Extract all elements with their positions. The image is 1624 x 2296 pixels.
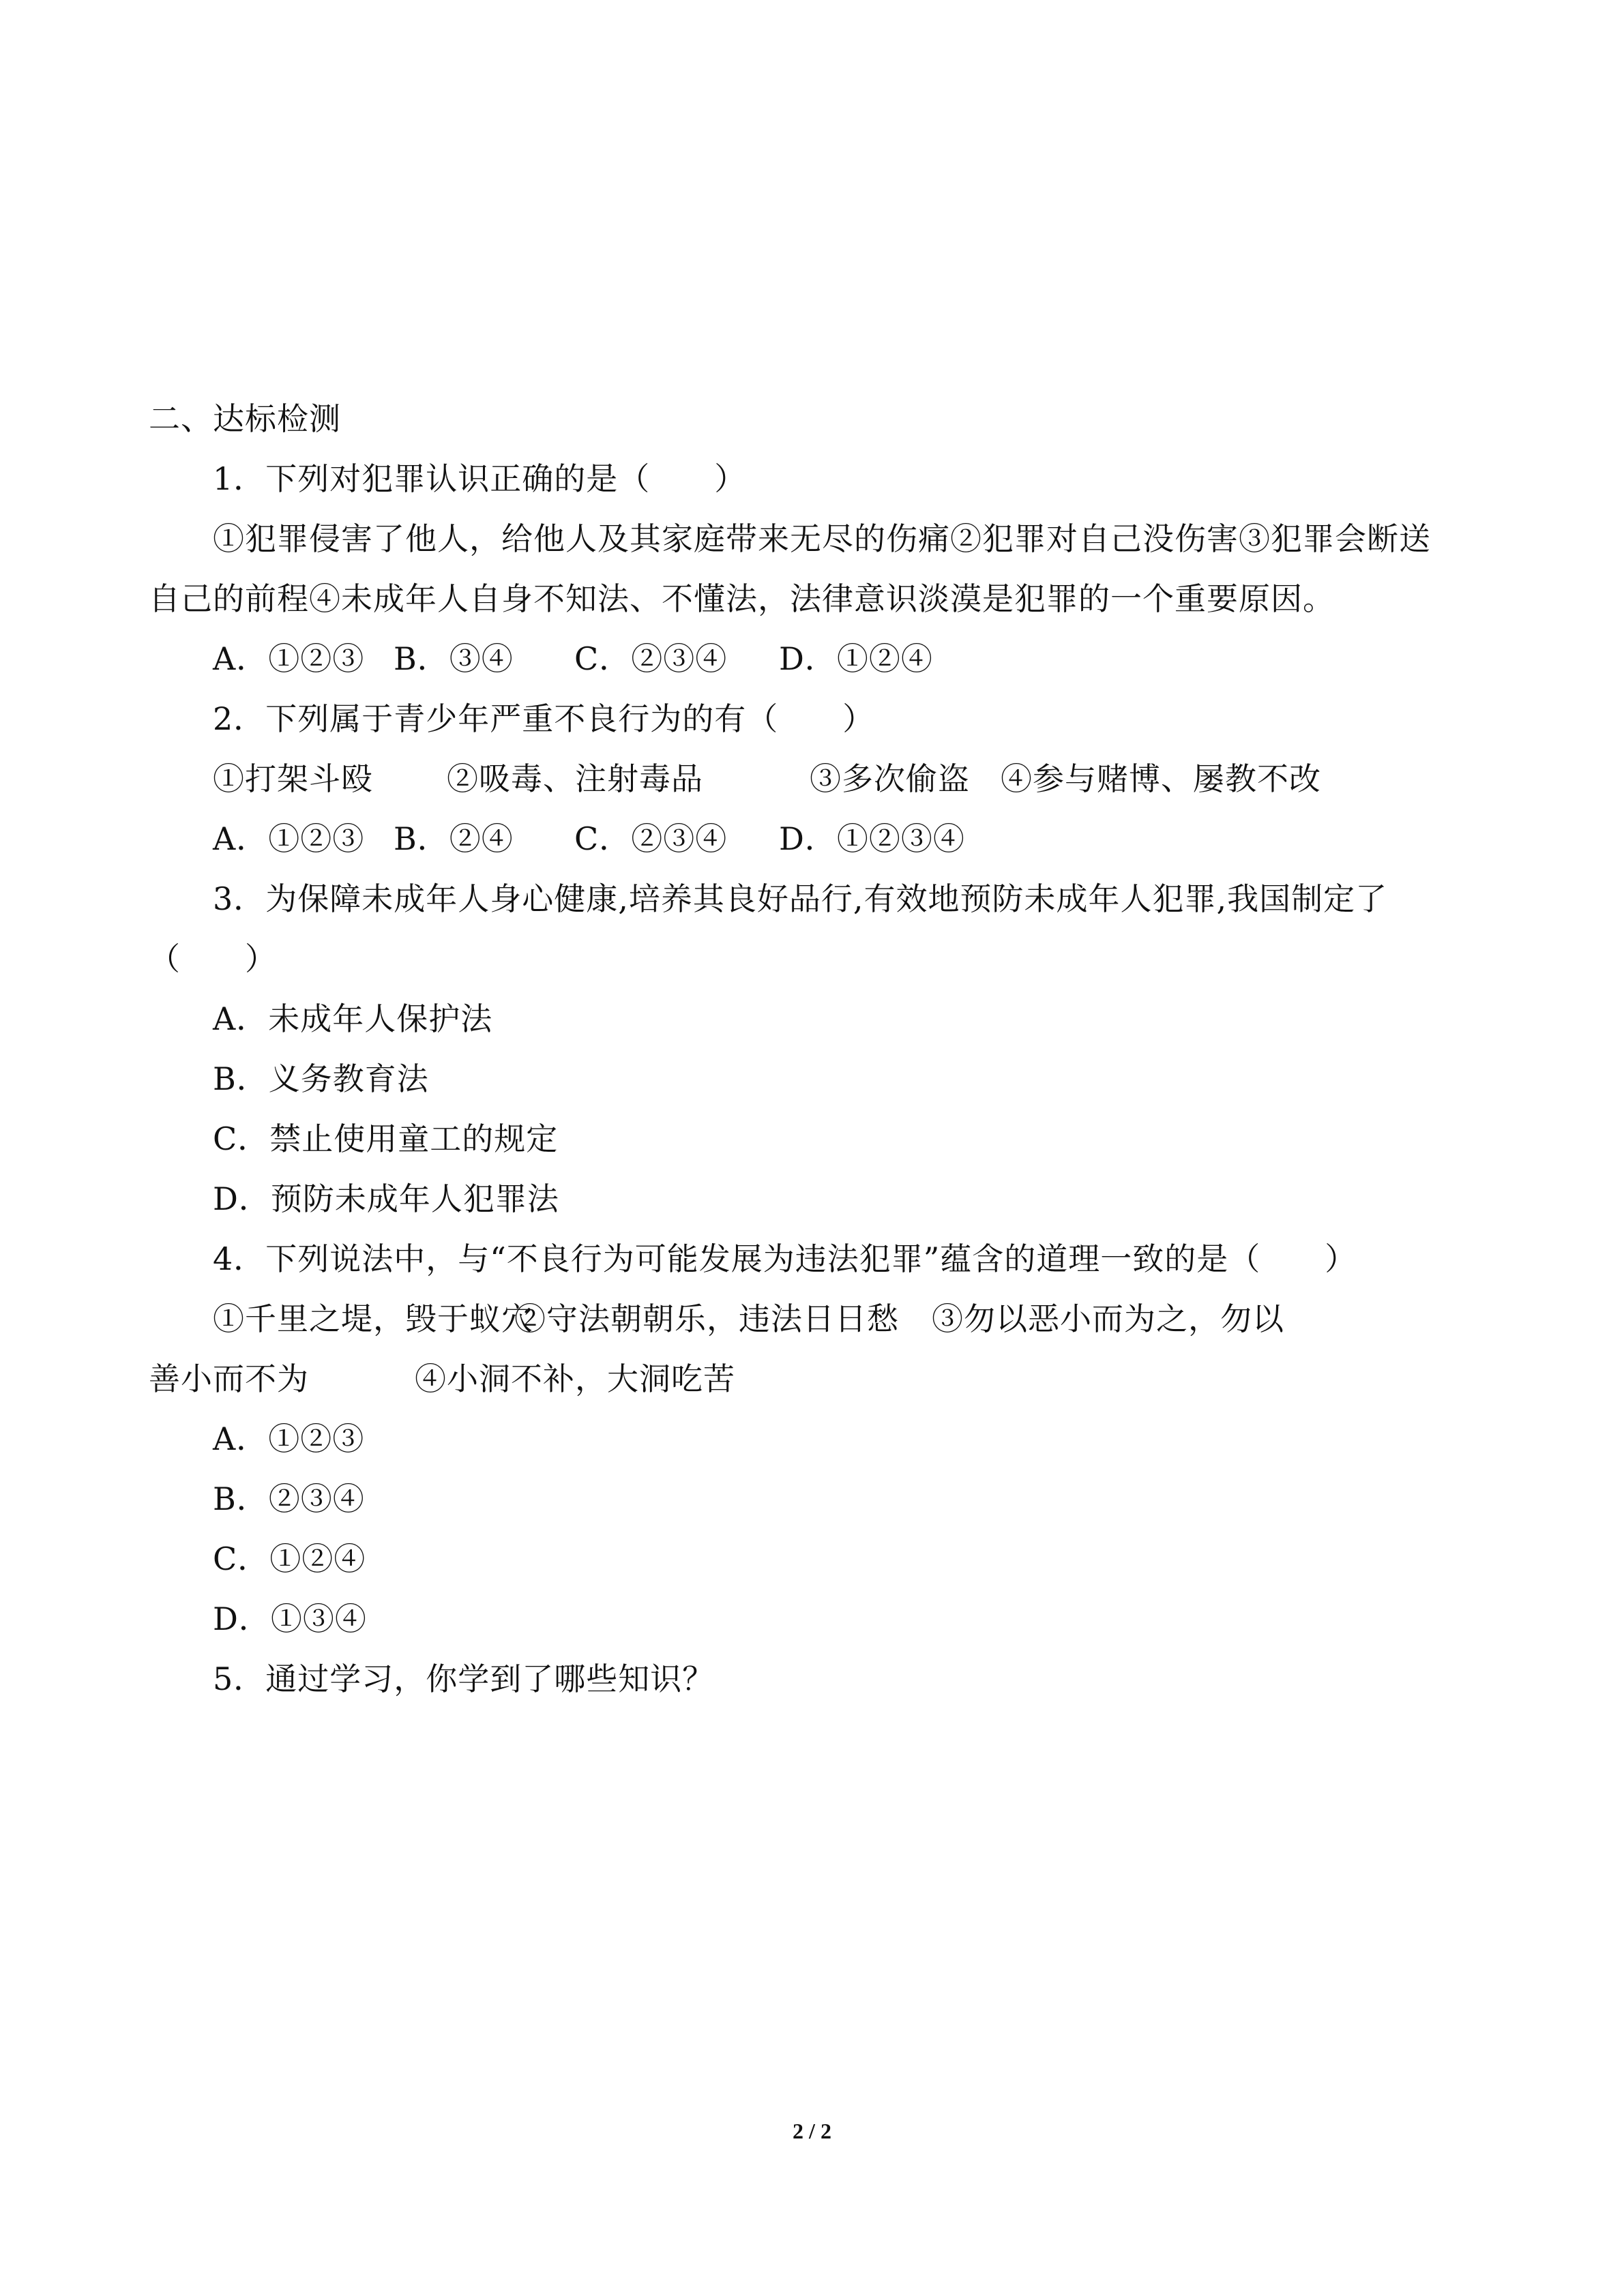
- question-4-stem: 4．下列说法中，与“不良行为可能发展为违法犯罪”蕴含的道理一致的是（ ）: [213, 1240, 1357, 1277]
- question-1-option-a: A．①②③: [213, 640, 365, 677]
- question-1-statements-line-2: 自己的前程④未成年人自身不知法、不懂法，法律意识淡漠是犯罪的一个重要原因。: [149, 580, 1335, 617]
- question-4-item-3-start: ③勿以恶小而为之，勿以: [932, 1300, 1284, 1337]
- question-1-option-c: C．②③④: [574, 640, 728, 677]
- question-2-item-3: ③多次偷盗: [810, 760, 970, 797]
- question-4-option-a: A．①②③: [213, 1420, 365, 1457]
- question-4-option-b: B．②③④: [213, 1480, 365, 1517]
- question-4-item-4: ④小洞不补，大洞吃苦: [415, 1360, 735, 1397]
- question-3-option-b: B．义务教育法: [213, 1060, 429, 1097]
- question-2-option-a: A．①②③: [213, 820, 365, 857]
- question-4-items-line-1: [213, 1298, 1284, 1339]
- question-3-option-a: A．未成年人保护法: [213, 1000, 493, 1037]
- question-2-options: [213, 818, 965, 859]
- page-number: 2 / 2: [793, 2119, 831, 2143]
- question-2-item-1: ①打架斗殴: [213, 760, 373, 797]
- question-1-option-b: B．③④: [394, 640, 514, 677]
- question-4-item-1: ①千里之堤，毁于蚁穴: [213, 1300, 533, 1337]
- question-3-stem-line-2: （ ）: [149, 940, 277, 977]
- question-4-item-2: ②守法朝朝乐，违法日日愁: [514, 1300, 899, 1337]
- question-3-stem-line-1: 3．为保障未成年人身心健康,培养其良好品行,有效地预防未成年人犯罪,我国制定了: [213, 880, 1388, 917]
- question-4-option-c: C．①②④: [213, 1540, 366, 1577]
- question-1-option-d: D．①②④: [779, 640, 933, 677]
- question-2-item-2: ②吸毒、注射毒品: [447, 760, 703, 797]
- question-2-stem: 2．下列属于青少年严重不良行为的有（ ）: [213, 700, 875, 737]
- question-3-option-d: D．预防未成年人犯罪法: [213, 1180, 559, 1217]
- question-3-option-c: C．禁止使用童工的规定: [213, 1120, 559, 1157]
- question-1-statements-line-1: ①犯罪侵害了他人，给他人及其家庭带来无尽的伤痛②犯罪对自己没伤害③犯罪会断送: [213, 520, 1431, 557]
- question-5-stem: 5．通过学习，你学到了哪些知识？: [213, 1660, 715, 1697]
- question-4-items-line-2: [149, 1358, 735, 1399]
- section-title: 二、达标检测: [149, 400, 341, 437]
- question-4-option-d: D．①③④: [213, 1600, 367, 1637]
- question-2-option-b: B．②④: [394, 820, 514, 857]
- question-2-items: [213, 758, 1321, 799]
- question-2-option-c: C．②③④: [574, 820, 728, 857]
- question-2-item-4: ④参与赌博、屡教不改: [1001, 760, 1321, 797]
- question-2-option-d: D．①②③④: [779, 820, 965, 857]
- question-1-stem: 1．下列对犯罪认识正确的是（ ）: [213, 460, 747, 497]
- question-1-options: [213, 638, 933, 679]
- question-4-item-3-end: 善小而不为: [149, 1360, 309, 1397]
